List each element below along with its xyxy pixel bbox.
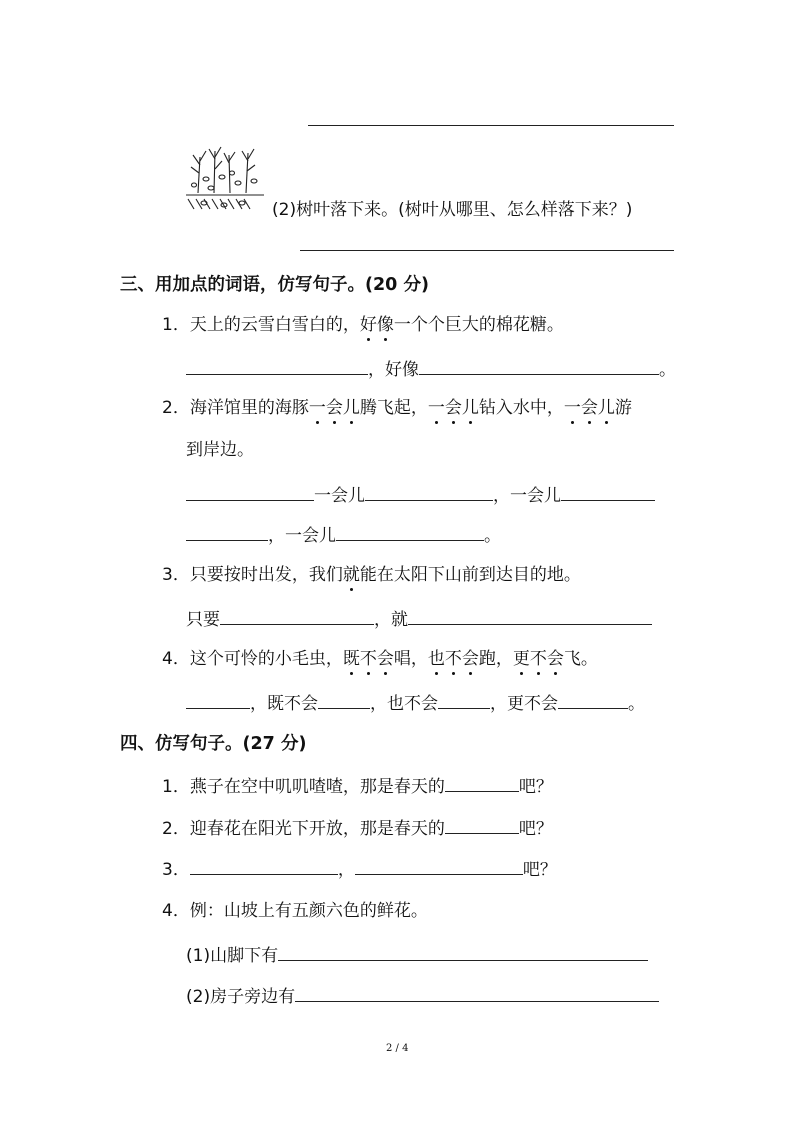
s4-q4-a-label: (1)山脚下有: [186, 946, 279, 966]
s3-q4-dot-a3: 会: [376, 649, 394, 669]
s4-q3-pre: 3．: [162, 860, 190, 880]
s3-q4-answer: [186, 692, 645, 714]
s4-q2-pre: 2．迎春花在阳光下开放，那是春天的: [162, 819, 445, 839]
s3-q4-text-3: 跑，: [478, 649, 513, 669]
s4-q4-a: [186, 944, 648, 966]
s3-q3-fill-mid: ，就: [374, 610, 408, 630]
tree-drawing-icon: [184, 143, 266, 215]
s4-q1-pre: 1．燕子在空中叽叽喳喳，那是春天的: [162, 777, 445, 797]
s3-q4-dot-a2: 不: [359, 649, 377, 669]
s3-q3-dotted: 就: [342, 565, 360, 585]
s4-q4-example: 4．例：山坡上有五颜六色的鲜花。: [162, 901, 428, 921]
s3-q4-dot-b3: 会: [461, 649, 479, 669]
s3-q4-blank-4[interactable]: [558, 692, 628, 709]
s3-q2-dot-c1: 一: [563, 398, 581, 418]
s3-q2-text-3: 钻入水中，: [478, 398, 564, 418]
trees-falling-leaves-illustration: [184, 143, 266, 215]
s3-q4-fill-2: ，也不会: [370, 694, 438, 714]
s3-q4-dot-c2: 不: [529, 649, 547, 669]
s4-q2-post: 吧？: [518, 819, 553, 839]
s4-q4-b-label: (2)房子旁边有: [186, 987, 296, 1007]
s4-q1-post: 吧？: [518, 777, 553, 797]
s4-q4-b-blank[interactable]: [295, 985, 659, 1002]
s3-q3-pre: 3．只要按时出发，我们: [162, 565, 343, 585]
s3-q3-post: 能在太阳下山前到达目的地。: [359, 565, 581, 585]
s4-q2-blank[interactable]: [445, 817, 519, 834]
s3-q2-dot-c3: 儿: [597, 398, 615, 418]
page-number: 2 / 4: [386, 1043, 409, 1054]
s3-q1-blank-1[interactable]: [186, 358, 368, 375]
s3-q3-answer: [186, 608, 652, 630]
s4-q2: [162, 817, 553, 839]
s4-q1-blank[interactable]: [445, 775, 519, 792]
s3-q2-answer-1: [186, 484, 655, 506]
section3-title: 三、用加点的词语，仿写句子。(20 分): [120, 275, 429, 295]
s3-q2-dot-b3: 儿: [461, 398, 479, 418]
s3-q2-blank-5[interactable]: [336, 524, 484, 541]
s3-q4-text-1: 4．这个可怜的小毛虫，: [162, 649, 343, 669]
s3-q4-blank-3[interactable]: [438, 692, 490, 709]
s3-q3-blank-1[interactable]: [220, 608, 374, 625]
s3-q1-blank-2[interactable]: [419, 358, 659, 375]
answer-line-part2-item1[interactable]: [308, 125, 674, 126]
s3-q2-blank-2[interactable]: [365, 484, 493, 501]
s3-q2-dot-c2: 会: [580, 398, 598, 418]
s3-q1-dotted-2: 像: [376, 315, 394, 335]
s3-q4-text-4: 飞。: [563, 649, 598, 669]
s3-q4-prompt: [162, 649, 598, 669]
s3-q2-prompt: [162, 398, 632, 418]
s4-q4-b: [186, 985, 659, 1007]
s4-q1: [162, 775, 553, 797]
s3-q4-blank-2[interactable]: [318, 692, 370, 709]
s3-q4-dot-b2: 不: [444, 649, 462, 669]
s3-q4-dot-a1: 既: [342, 649, 360, 669]
s3-q4-blank-1[interactable]: [186, 692, 250, 709]
s3-q4-text-2: 唱，: [393, 649, 428, 669]
s3-q2-line2: 到岸边。: [186, 440, 254, 460]
s4-q4-a-blank[interactable]: [278, 944, 648, 961]
s3-q1-answer: [186, 358, 676, 380]
section4-title: 四、仿写句子。(27 分): [120, 734, 307, 754]
s3-q2-dot-b2: 会: [444, 398, 462, 418]
s3-q2-fill-b: ，一会儿: [493, 486, 561, 506]
s4-q3-post: 吧？: [522, 860, 557, 880]
s3-q4-dot-c3: 会: [546, 649, 564, 669]
s3-q2-answer-2: [186, 524, 501, 546]
s4-q3-mid: ，: [337, 860, 355, 880]
s3-q2-text-1: 2．海洋馆里的海豚: [162, 398, 309, 418]
s3-q2-dot-a3: 儿: [342, 398, 360, 418]
s3-q1-pre: 1．天上的云雪白雪白的，: [162, 315, 360, 335]
s3-q1-post: 一个个巨大的棉花糖。: [393, 315, 564, 335]
s3-q1-sep: ，好像: [368, 360, 419, 380]
s4-q3: [162, 858, 557, 880]
part2-item2-question: (2)树叶落下来。(树叶从哪里、怎么样落下来？): [272, 200, 633, 220]
s3-q1-end: 。: [659, 360, 676, 380]
s3-q2-text-2: 腾飞起，: [359, 398, 428, 418]
s3-q1-prompt: [162, 315, 564, 335]
s4-q3-blank-1[interactable]: [190, 858, 338, 875]
s3-q1-dotted-1: 好: [359, 315, 377, 335]
s3-q2-blank-4[interactable]: [186, 524, 268, 541]
answer-line-part2-item2[interactable]: [300, 250, 674, 251]
s3-q3-prompt: [162, 565, 581, 585]
s3-q4-fill-1: ，既不会: [250, 694, 318, 714]
s4-q3-blank-2[interactable]: [355, 858, 523, 875]
s3-q2-blank-1[interactable]: [186, 484, 314, 501]
s3-q2-blank-3[interactable]: [561, 484, 655, 501]
s3-q2-fill-c: ，一会儿: [268, 526, 336, 546]
s3-q4-fill-3: ，更不会: [490, 694, 558, 714]
s3-q2-dot-b1: 一: [427, 398, 445, 418]
s3-q3-fill-pre: 只要: [186, 610, 220, 630]
s3-q2-fill-a: 一会儿: [314, 486, 365, 506]
s3-q2-end: 。: [484, 526, 501, 546]
s3-q4-dot-c1: 更: [512, 649, 530, 669]
s3-q3-blank-2[interactable]: [408, 608, 652, 625]
s3-q4-end: 。: [628, 694, 645, 714]
s3-q2-dot-a1: 一: [308, 398, 326, 418]
s3-q2-text-4: 游: [614, 398, 632, 418]
s3-q4-dot-b1: 也: [427, 649, 445, 669]
s3-q2-dot-a2: 会: [325, 398, 343, 418]
